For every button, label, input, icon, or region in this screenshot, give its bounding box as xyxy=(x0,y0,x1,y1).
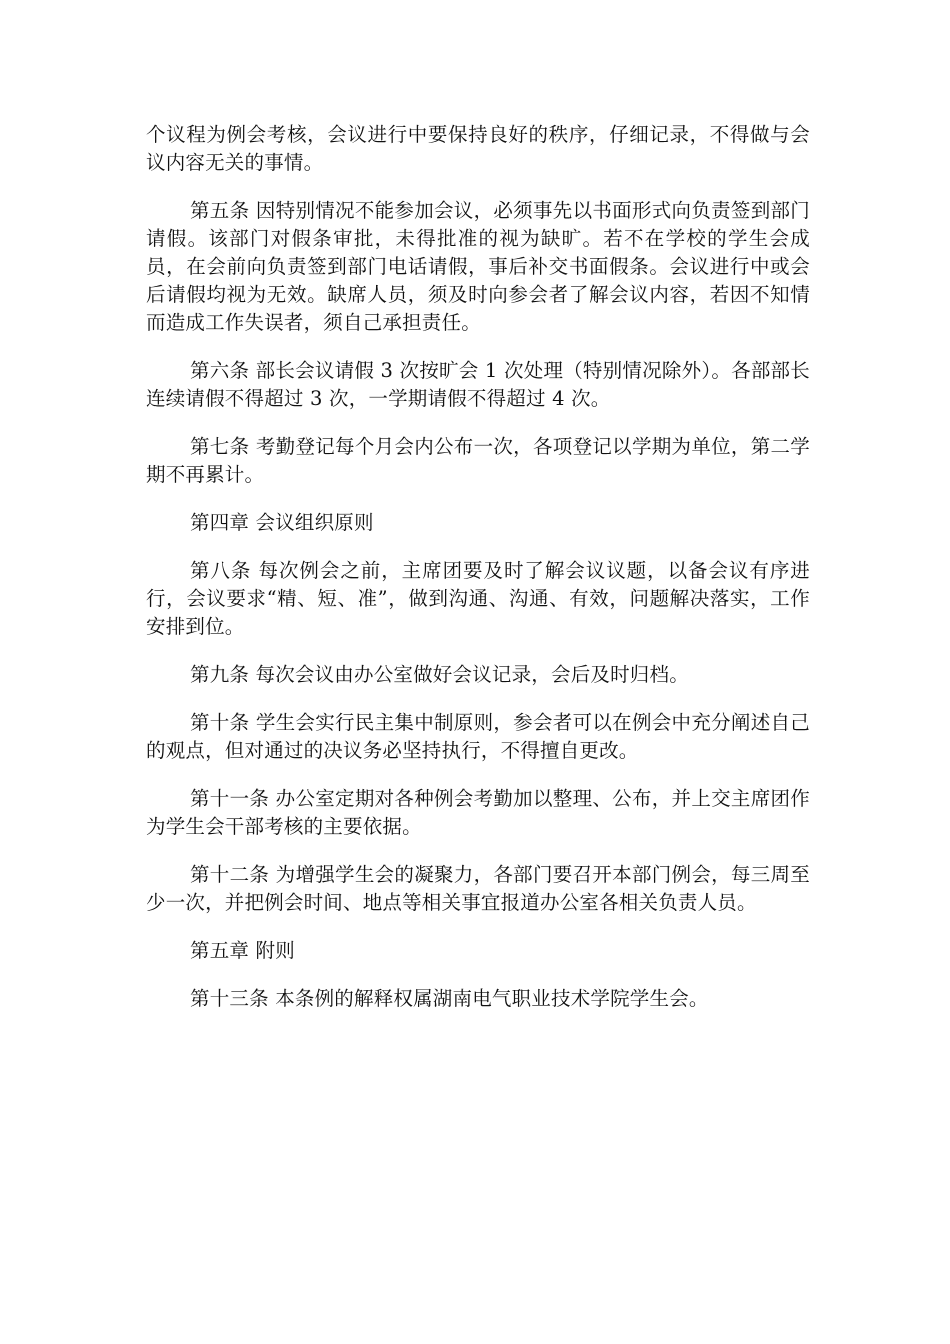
article-9: 第九条 每次会议由办公室做好会议记录，会后及时归档。 xyxy=(190,663,689,686)
paragraph-continuation: 个议程为例会考核，会议进行中要保持良好的秩序，仔细记录，不得做与会议内容无关的事情。 xyxy=(146,123,810,174)
chapter-5-heading: 第五章 附则 xyxy=(190,939,295,962)
article-12: 第十二条 为增强学生会的凝聚力，各部门要召开本部门例会，每三周至少一次，并把例会时间、地点等相关事宜报道办公室各相关负责人员。 xyxy=(146,863,810,914)
document-body xyxy=(146,121,810,1033)
article-13: 第十三条 本条例的解释权属湖南电气职业技术学院学生会。 xyxy=(190,987,709,1010)
article-7: 第七条 考勤登记每个月会内公布一次，各项登记以学期为单位，第二学期不再累计。 xyxy=(146,435,810,486)
chapter-4-heading: 第四章 会议组织原则 xyxy=(190,511,374,534)
article-11: 第十一条 办公室定期对各种例会考勤加以整理、公布，并上交主席团作为学生会干部考核的主要依据。 xyxy=(146,787,810,838)
article-10: 第十条 学生会实行民主集中制原则，参会者可以在例会中充分阐述自己的观点，但对通过的决议务必坚持执行，不得擅自更改。 xyxy=(146,711,810,762)
article-8: 第八条 每次例会之前，主席团要及时了解会议议题，以备会议有序进行，会议要求“精、短、准”，做到沟通、沟通、有效，问题解决落实，工作安排到位。 xyxy=(146,559,810,638)
article-6: 第六条 部长会议请假 3 次按旷会 1 次处理（特别情况除外）。各部部长连续请假不得超过 3 次，一学期请假不得超过 4 次。 xyxy=(146,359,810,410)
article-5: 第五条 因特别情况不能参加会议，必须事先以书面形式向负责签到部门请假。该部门对假条审批，未得批准的视为缺旷。若不在学校的学生会成员，在会前向负责签到部门电话请假，事后补交书面假条。会议进行中或会后请假均视为无效。缺席人员，须及时向参会者了解会议内容，若因不知情而造成工作失误者，须自己承担责任。 xyxy=(146,199,810,334)
